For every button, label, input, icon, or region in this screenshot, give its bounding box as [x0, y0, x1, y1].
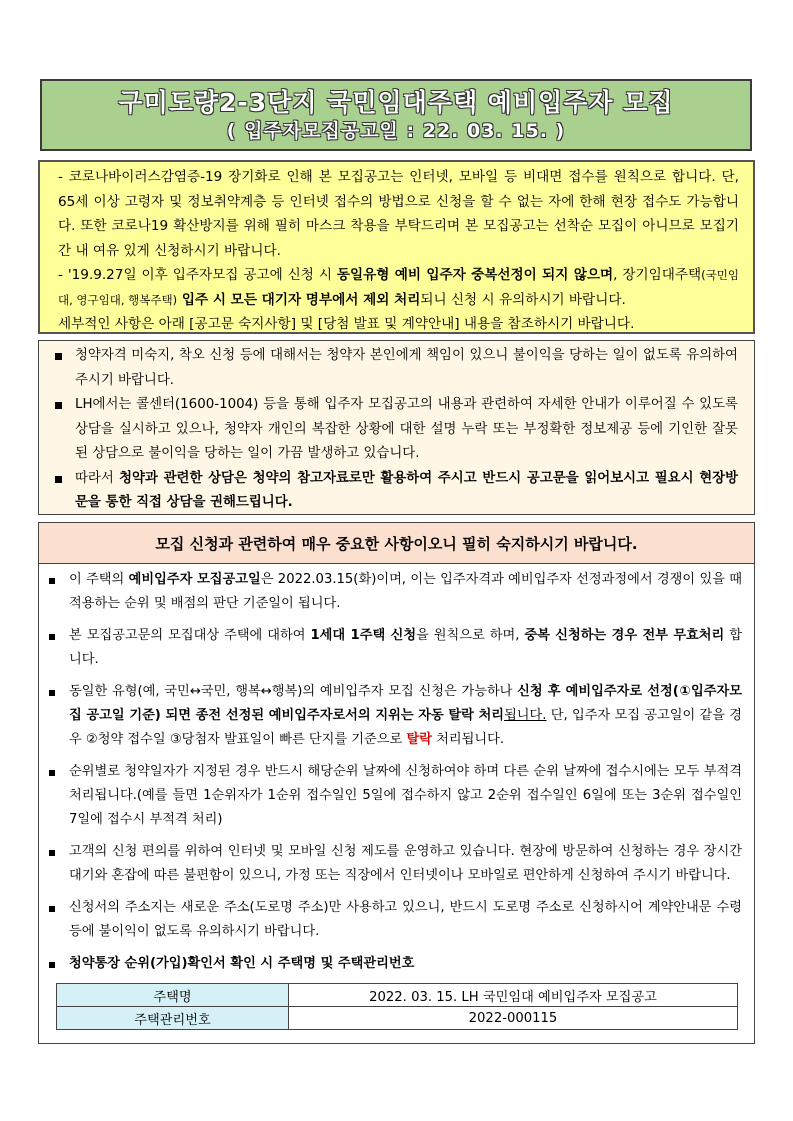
table-value-cell: 2022. 03. 15. LH 국민임대 예비입주자 모집공고: [289, 984, 738, 1007]
caution-box: [38, 340, 755, 515]
section-heading: 모집 신청과 관련하여 매우 중요한 사항이오니 필히 숙지하시기 바랍니다.: [39, 523, 754, 564]
important-notes-list: [39, 564, 754, 976]
notice-text: 되니 신청 시 유의하시기 바랍니다.: [420, 291, 626, 308]
bullet-square-icon: [55, 402, 62, 409]
item-bold-text: 신청 후 예비입주자로 선정(①입주자모집 공고일 기준) 되면 종전 선정된 예비입주자로서의 지위는 자동 탈락 처리: [69, 684, 742, 723]
item-bold-text: 중복 신청하는 경우 전부 무효처리: [524, 628, 725, 643]
item-text: 합니다.: [69, 628, 743, 667]
title-banner: [40, 79, 752, 151]
list-item: [45, 568, 742, 616]
list-item: [45, 952, 742, 976]
caution-bold-text: 청약과 관련한 상담은 청약의 참고자료로만 활용하여 주시고 반드시 공고문을 읽어보시고 필요시 현장방문을 통한 직접 상담을 권해드립니다.: [75, 470, 739, 510]
item-text: 동일한 유형(예, 국민↔국민, 행복↔행복)의 예비입주자 모집 신청은 가능하나: [69, 684, 518, 699]
notice-text: , 장기임대주택: [613, 267, 702, 283]
caution-item: [51, 344, 738, 393]
announcement-date: ( 입주자모집공고일 : 22. 03. 15. ): [226, 120, 566, 142]
item-text: 이 주택의: [69, 572, 129, 587]
list-item: [45, 840, 742, 888]
caution-text: 청약자격 미숙지, 착오 신청 등에 대해서는 청약자 본인에게 책임이 있으니 불이익을 당하는 일이 없도록 유의하여 주시기 바랍니다.: [75, 348, 738, 388]
notice-text: - '19.9.27일 이후 입주자모집 공고에 신청 시: [58, 267, 337, 283]
item-text: 순위별로 청약일자가 지정된 경우 반드시 해당순위 날짜에 신청하여야 하며 다른 순위 날짜에 접수시에는 모두 부적격 처리됩니다.(예를 들면 1순위자가 1순위 접수일인 5일에 접수하지 않고 2순위 접수일인 6일에 또는 3순위 접수일인 7일에 접수시 부적격 처리): [69, 764, 742, 827]
table-label-cell: 주택명: [57, 984, 289, 1007]
list-item: [45, 624, 742, 672]
bullet-square-icon: [49, 634, 55, 640]
bullet-square-icon: [49, 770, 55, 776]
notice-paragraph-covid: - 코로나바이러스감염증-19 장기화로 인해 본 모집공고는 인터넷, 모바일 등 비대면 접수를 원칙으로 합니다. 단, 65세 이상 고령자 및 정보취약계층 등 인터넷 접수의 방법으로 신청을 할 수 없는 자에 한해 현장 접수도 가능합니다. 또한 코로나19 확산방지를 위해 필히 마스크 착용을 부탁드리며 본 모집공고는 선착순 모집이 아니므로 모집기간 내 여유 있게 신청하시기 바랍니다.: [58, 169, 739, 259]
list-item: [45, 760, 742, 832]
caution-item: [51, 467, 738, 516]
important-notes-box: [38, 522, 755, 1044]
notice-box: [38, 160, 755, 334]
notice-paragraph-reference: 세부적인 사항은 아래 [공고문 숙지사항] 및 [당첨 발표 및 계약안내] 내용을 참조하시기 바랍니다.: [58, 316, 635, 332]
notice-paragraph-duplicate: [58, 263, 739, 312]
item-bold-text: 예비입주자 모집공고일: [128, 572, 261, 587]
page-title: 구미도량2-3단지 국민임대주택 예비입주자 모집: [118, 88, 674, 117]
bullet-square-icon: [49, 578, 55, 584]
bullet-square-icon: [49, 906, 55, 912]
bullet-square-icon: [49, 690, 55, 696]
table-row: [57, 1007, 738, 1030]
bullet-square-icon: [55, 353, 62, 360]
item-text: 신청서의 주소지는 새로운 주소(도로명 주소)만 사용하고 있으니, 반드시 도로명 주소로 신청하시어 계약안내문 수령 등에 불이익이 없도록 유의하시기 바랍니다.: [69, 900, 742, 939]
notice-bold-text: 동일유형 예비 입주자 중복선정이 되지 않으며: [336, 267, 614, 283]
item-text: 처리됩니다.: [431, 732, 505, 747]
item-bold-text: 청약통장 순위(가입)확인서 확인 시 주택명 및 주택관리번호: [69, 956, 415, 971]
table-row: [57, 984, 738, 1007]
list-item: [45, 680, 742, 752]
notice-small-text: (국민임대, 영구임대, 행복주택): [58, 268, 739, 307]
item-text: 본 모집공고문의 모집대상 주택에 대하여: [69, 628, 311, 643]
bullet-square-icon: [55, 476, 62, 483]
bullet-square-icon: [49, 850, 55, 856]
table-label-cell: 주택관리번호: [57, 1007, 289, 1030]
notice-bold-text: 입주 시 모든 대기자 명부에서 제외 처리: [177, 291, 421, 308]
item-bold-text: 1세대 1주택 신청: [310, 628, 417, 643]
caution-item: [51, 393, 738, 467]
caution-text: LH에서는 콜센터(1600-1004) 등을 통해 입주자 모집공고의 내용과 관련하여 자세한 안내가 이루어질 수 있도록 상담을 실시하고 있으나, 청약자 개인의 복잡한 상황에 대한 설명 누락 또는 부정확한 정보제공 등에 기인한 잘못된 상담으로 불이익을 당하는 일이 가끔 발생하고 있습니다.: [75, 397, 738, 461]
table-value-cell: 2022-000115: [289, 1007, 738, 1030]
caution-text: 따라서: [75, 470, 120, 486]
item-text: 단, 입주자 모집 공고일이 같을 경우 ②청약 접수일 ③당첨자 발표일이 빠른 단지를 기준으로: [69, 708, 742, 747]
item-text: 은 2022.03.15(화)이며, 이는 입주자격과 예비입주자 선정과정에서 경쟁이 있을 때 적용하는 순위 및 배점의 판단 기준일이 됩니다.: [69, 572, 743, 611]
item-underlined-text: 됩니다.: [504, 708, 547, 723]
item-text: 을 원칙으로 하며,: [416, 628, 525, 643]
item-red-text: 탈락: [406, 732, 432, 747]
housing-info-table: [56, 983, 738, 1030]
list-item: [45, 896, 742, 944]
bullet-square-icon: [49, 962, 55, 968]
item-text: 고객의 신청 편의를 위하여 인터넷 및 모바일 신청 제도를 운영하고 있습니다. 현장에 방문하여 신청하는 경우 장시간 대기와 혼잡에 따른 불편함이 있으니, 가정 또는 직장에서 인터넷이나 모바일로 편안하게 신청하여 주시기 바랍니다.: [69, 844, 742, 883]
